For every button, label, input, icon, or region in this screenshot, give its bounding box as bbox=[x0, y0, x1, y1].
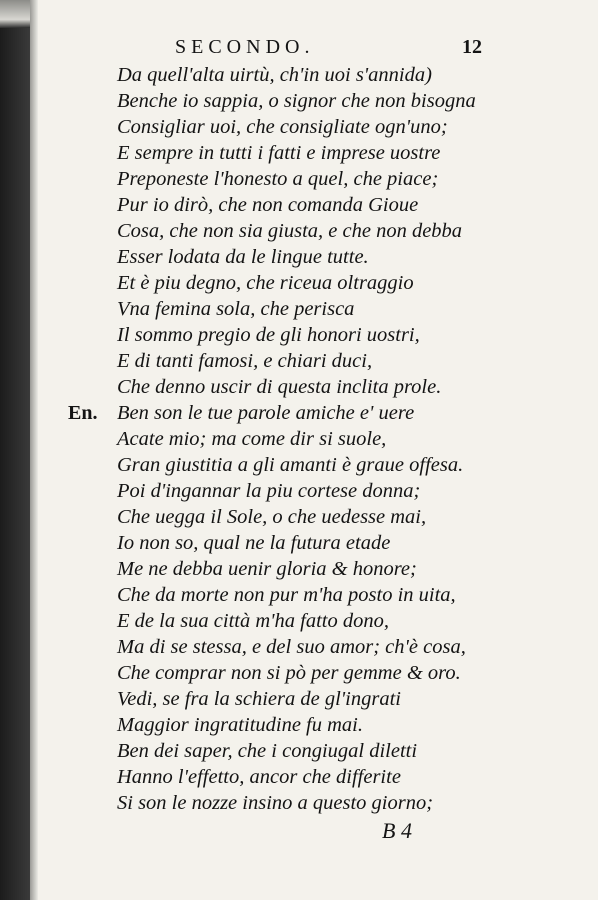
verse-line: Consigliar uoi, che consigliate ogn'uno; bbox=[117, 116, 448, 138]
verse-line: Ben dei saper, che i congiugal diletti bbox=[117, 740, 418, 762]
verse-line: Pur io dirò, che non comanda Gioue bbox=[117, 194, 419, 216]
verse-line: Che uegga il Sole, o che uedesse mai, bbox=[117, 506, 427, 528]
verse-line: Cosa, che non sia giusta, e che non debba bbox=[117, 220, 463, 242]
verse-line: Ben son le tue parole amiche e' uere bbox=[117, 402, 415, 424]
verse-line: Esser lodata da le lingue tutte. bbox=[117, 246, 369, 268]
verse-line: Preponeste l'honesto a quel, che piace; bbox=[117, 168, 439, 190]
verse-line: E sempre in tutti i fatti e imprese uostre bbox=[117, 142, 441, 164]
page-number: 12 bbox=[462, 36, 482, 58]
speaker-label: En. bbox=[68, 402, 98, 424]
signature-mark: B 4 bbox=[382, 818, 412, 843]
verse-line: Acate mio; ma come dir si suole, bbox=[117, 428, 387, 450]
running-head: SECONDO. bbox=[175, 36, 315, 58]
verse-line: Io non so, qual ne la futura etade bbox=[117, 532, 391, 554]
verse-line: Maggior ingratitudine fu mai. bbox=[117, 714, 363, 736]
verse-line: E de la sua città m'ha fatto dono, bbox=[117, 610, 390, 632]
verse-line: Vna femina sola, che perisca bbox=[117, 298, 355, 320]
verse-line: Hanno l'effetto, ancor che differite bbox=[117, 766, 401, 788]
verse-line: E di tanti famosi, e chiari duci, bbox=[117, 350, 373, 372]
verse-line: Da quell'alta uirtù, ch'in uoi s'annida) bbox=[117, 64, 432, 86]
verse-line: Et è piu degno, che riceua oltraggio bbox=[117, 272, 414, 294]
verse-line: Benche io sappia, o signor che non bisogna bbox=[117, 90, 476, 112]
verse-line: Poi d'ingannar la piu cortese donna; bbox=[117, 480, 421, 502]
verse-line: Il sommo pregio de gli honori uostri, bbox=[117, 324, 420, 346]
book-gutter-shadow bbox=[0, 28, 30, 900]
verse-line: Gran giustitia a gli amanti è graue offesa. bbox=[117, 454, 464, 476]
verse-line: Che denno uscir di questa inclita prole. bbox=[117, 376, 442, 398]
verse-line: Che comprar non si pò per gemme & oro. bbox=[117, 662, 461, 684]
verse-line: Me ne debba uenir gloria & honore; bbox=[117, 558, 417, 580]
verse-line: Vedi, se fra la schiera de gl'ingrati bbox=[117, 688, 401, 710]
verse-line: Ma di se stessa, e del suo amor; ch'è cosa, bbox=[117, 636, 466, 658]
verse-line: Si son le nozze insino a questo giorno; bbox=[117, 792, 434, 814]
verse-line: Che da morte non pur m'ha posto in uita, bbox=[117, 584, 456, 606]
